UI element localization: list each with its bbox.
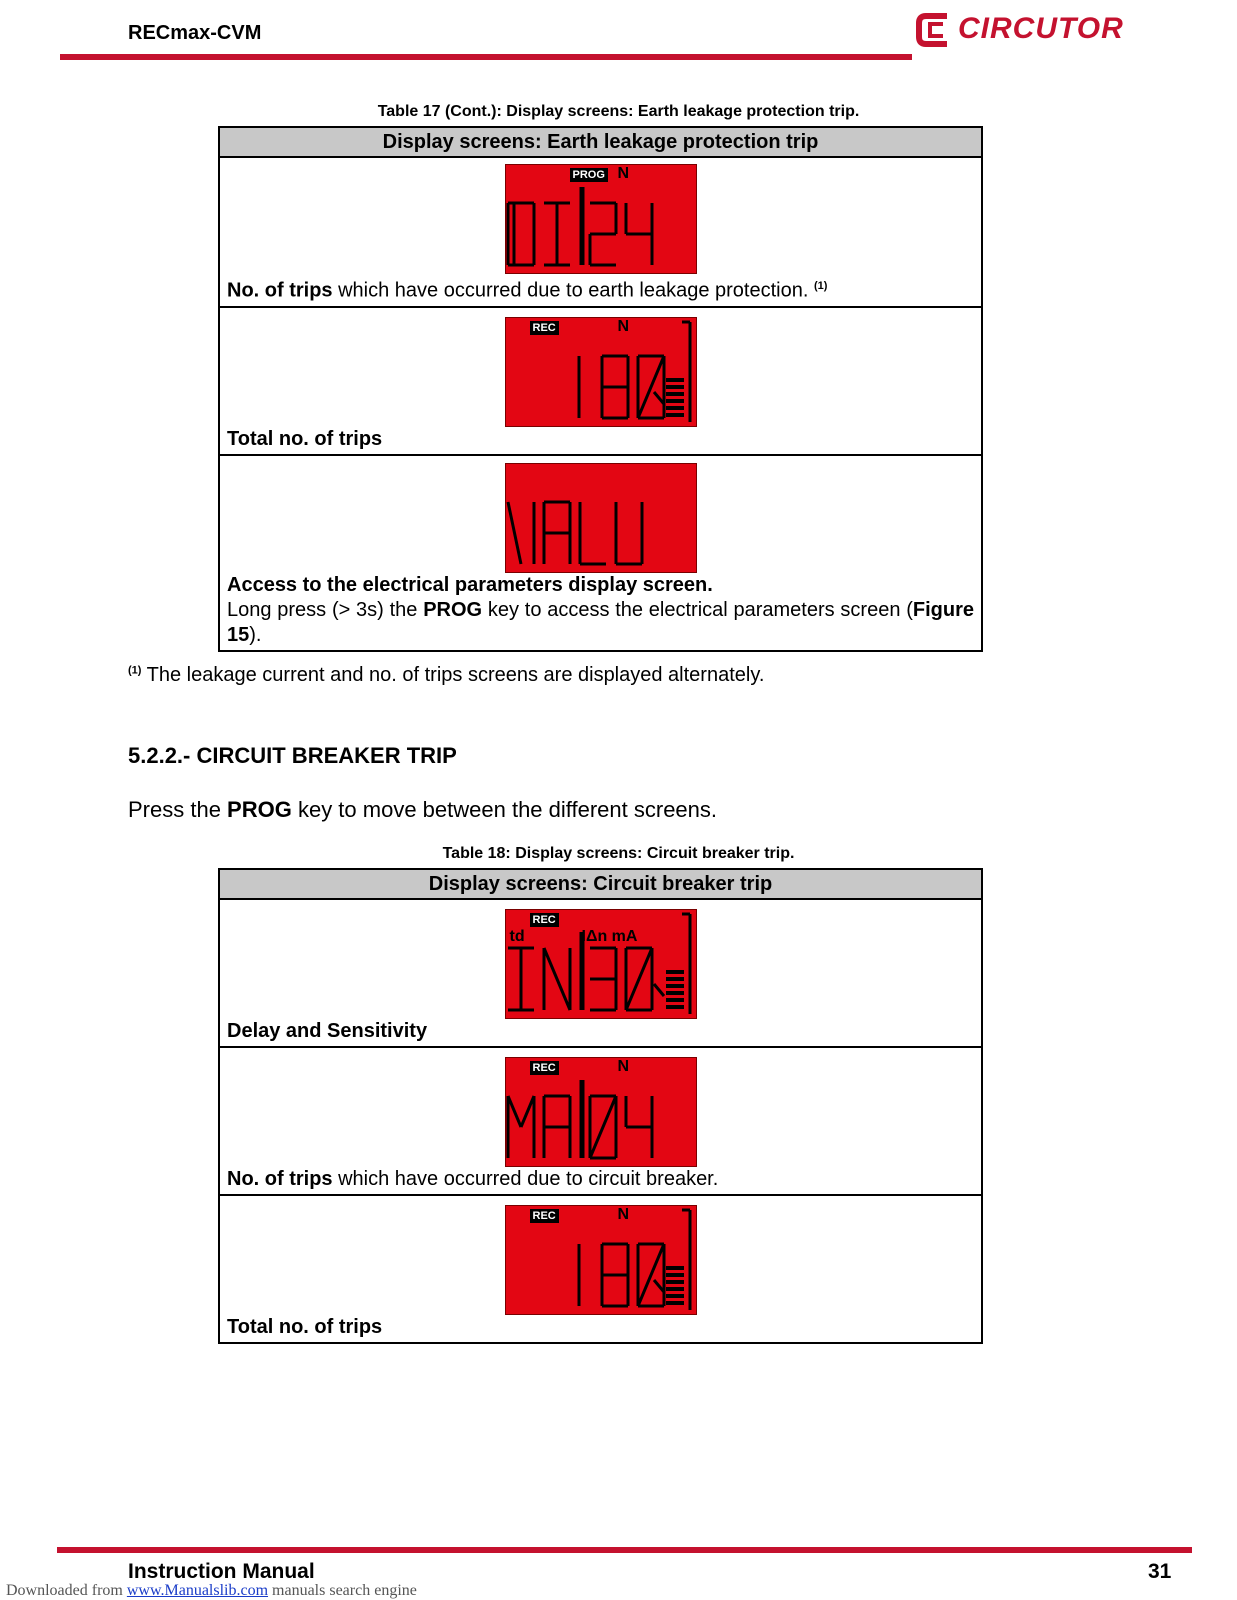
- circutor-logo: CIRCUTOR: [914, 10, 1124, 52]
- footnote: $^{(1)}$ The leakage current and no. of trips screens are displayed alternately.: [128, 664, 765, 686]
- table17: [218, 126, 983, 652]
- table17-heading: Display screens: Earth leakage protection trip: [219, 127, 982, 157]
- footer-title: Instruction Manual: [128, 1560, 315, 1583]
- table-row: REC N Total no. of trips: [219, 1195, 982, 1343]
- intro-paragraph: Press the PROG key to move between the different screens.: [128, 797, 718, 822]
- page-number: 31: [1148, 1560, 1172, 1583]
- lcd-screen-trip-count: PROG N: [505, 164, 697, 274]
- header-rule: [60, 54, 912, 60]
- table-row: Access to the electrical parameters display screen. Long press (> 3s) the PROG key to access the electrical parameters screen (Figure 15).: [219, 455, 982, 651]
- table18-caption: Table 18: Display screens: Circuit breaker trip.: [442, 845, 795, 862]
- table18-heading: Display screens: Circuit breaker trip: [219, 869, 982, 899]
- manualslib-link[interactable]: www.Manualslib.com: [126, 1582, 269, 1599]
- lcd-screen-breaker-trips: REC N: [505, 1057, 697, 1167]
- lcd-screen-valu: [505, 463, 697, 573]
- lcd-screen-total-trips: REC N: [505, 1205, 697, 1315]
- table-row: REC N Total no. of trips: [219, 307, 982, 455]
- section-title: 5.2.2.- CIRCUIT BREAKER TRIP: [128, 743, 457, 768]
- lcd-screen-total-trips: REC N: [505, 317, 697, 427]
- lcd-screen-delay-sensitivity: REC td IΔn mA: [505, 909, 697, 1019]
- download-note: Downloaded from www.Manualslib.com manuals search engine: [6, 1582, 417, 1599]
- table-row: REC td IΔn mA Delay and Sensitivity: [219, 899, 982, 1047]
- header-title: RECmax-CVM: [128, 22, 262, 44]
- table-row: REC N No. of trips which have occurred due to circuit breaker.: [219, 1047, 982, 1195]
- footer-rule: [57, 1547, 1192, 1553]
- table17-caption: Table 17 (Cont.): Display screens: Earth leakage protection trip.: [377, 103, 860, 120]
- table18: [218, 868, 983, 1344]
- table-row: PROG N No. of trips which have occurred due to earth leakage protection. $^{(1)}$: [219, 157, 982, 307]
